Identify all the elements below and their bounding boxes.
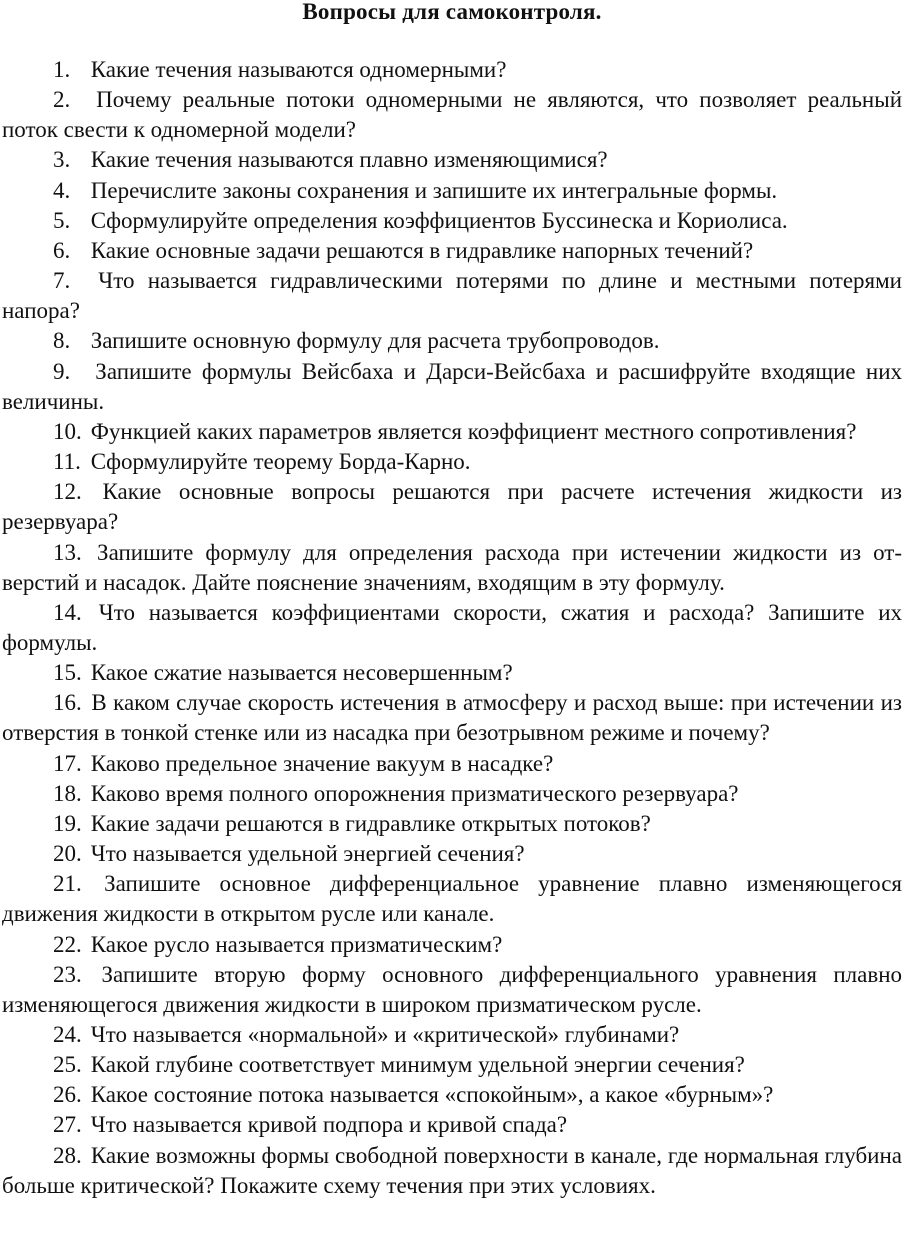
question-number: 25.	[53, 1052, 82, 1078]
question-text: Какие основные вопросы решаются при расчете истечения жидкости из резервуара?	[2, 479, 902, 535]
question-item	[2, 960, 902, 1020]
question-number: 28.	[53, 1142, 82, 1168]
question-item	[2, 477, 902, 537]
question-item	[2, 598, 902, 658]
question-text: Перечислите законы сохранения и запишите их интегральные формы.	[90, 177, 778, 203]
question-item	[2, 930, 902, 960]
question-item	[2, 447, 902, 477]
question-text: Какое сжатие называется несовершенным?	[90, 660, 513, 686]
question-number: 16.	[53, 690, 82, 716]
question-text: Сформулируйте теорему Борда-Карно.	[90, 449, 471, 475]
question-number: 3.	[53, 147, 71, 173]
question-item	[2, 55, 902, 85]
question-item	[2, 1080, 902, 1110]
question-number: 20.	[53, 841, 82, 867]
question-number: 5.	[53, 207, 71, 233]
question-item	[2, 417, 902, 447]
question-item	[2, 1110, 902, 1140]
question-text: Запишите основное дифференциальное уравнение плавно изменяющегося движения жидкости в открытом русле или канале.	[2, 871, 903, 927]
question-text: Запишите основную формулу для расчета трубопроводов.	[90, 328, 660, 354]
question-item	[2, 145, 902, 175]
question-number: 24.	[53, 1022, 82, 1047]
question-item	[2, 326, 902, 356]
question-item	[2, 779, 902, 809]
question-number: 8.	[53, 328, 71, 354]
question-text: Какое русло называется призматическим?	[90, 931, 503, 957]
question-list	[2, 55, 902, 1201]
question-item	[2, 206, 902, 236]
question-number: 17.	[53, 750, 82, 776]
question-item	[2, 266, 902, 326]
question-item	[2, 1020, 902, 1050]
question-item	[2, 1141, 902, 1201]
question-item	[2, 869, 902, 929]
question-number: 15.	[53, 660, 82, 686]
question-item	[2, 658, 902, 688]
question-text: Каково предельное значение вакуум в насадке?	[90, 750, 554, 776]
question-item	[2, 809, 902, 839]
question-text: Какие течения называются плавно изменяющимися?	[90, 147, 608, 173]
question-item	[2, 85, 902, 145]
question-text: Какие возможны формы свободной поверхности в канале, где нормальная глубина больше критической? Покажите схему течения при этих условиях.	[2, 1142, 903, 1198]
question-number: 12.	[53, 479, 82, 505]
question-number: 27.	[53, 1112, 82, 1138]
question-number: 13.	[53, 539, 82, 565]
question-text: Какое состояние потока называется «спокойным», а какое «бурным»?	[90, 1082, 774, 1108]
question-item	[2, 749, 902, 779]
question-text: Что называется коэффициентами скорости, сжатия и расхода? Запишите их формулы.	[2, 599, 903, 655]
question-number: 1.	[53, 57, 71, 82]
question-number: 26.	[53, 1082, 82, 1108]
question-text: Какой глубине соответствует минимум удельной энергии сечения?	[90, 1052, 745, 1078]
question-item	[2, 538, 902, 598]
question-number: 4.	[53, 177, 71, 203]
question-text: Какие основные задачи решаются в гидравлике напорных течений?	[90, 237, 754, 263]
question-number: 7.	[53, 268, 71, 294]
question-text: Запишите формулы Вейсбаха и Дарси-Вейсбаха и расшифруйте входящие них величины.	[2, 358, 903, 414]
question-text: Каково время полного опорожнения призматического резервуара?	[90, 780, 739, 806]
question-text: Функцией каких параметров является коэффициент местного сопротивления?	[90, 418, 857, 444]
question-item	[2, 236, 902, 266]
page-title: Вопросы для самоконтроля.	[302, 0, 602, 24]
question-number: 6.	[53, 237, 71, 263]
question-text: Что называется гидравлическими потерями по длине и местными потерями напора?	[2, 268, 902, 324]
question-number: 2.	[53, 87, 71, 113]
question-number: 11.	[53, 449, 81, 475]
question-item	[2, 357, 902, 417]
question-text: Сформулируйте определения коэффициентов Буссинеска и Кориолиса.	[90, 207, 788, 233]
question-number: 18.	[53, 780, 82, 806]
question-number: 9.	[53, 358, 71, 384]
question-text: Почему реальные потоки одномерными не являются, что позволяет реальный поток свести к одномерной модели?	[2, 87, 903, 143]
question-number: 14.	[53, 599, 82, 625]
question-text: Что называется кривой подпора и кривой спада?	[90, 1112, 568, 1138]
question-number: 21.	[53, 871, 82, 897]
question-text: Запишите вторую форму основного дифференциального уравнения плавно изменяющегося движения жидкости в широком призматическом русле.	[2, 961, 903, 1017]
question-item	[2, 1050, 902, 1080]
question-text: В каком случае скорость истечения в атмосферу и расход выше: при истечении из отверстия в тонкой стенке или из насадка при безотрывном режиме и почему?	[2, 690, 902, 746]
question-item	[2, 839, 902, 869]
question-item	[2, 176, 902, 206]
question-text: Что называется удельной энергией сечения?	[90, 841, 525, 867]
question-text: Что называется «нормальной» и «критической» глубинами?	[90, 1022, 680, 1047]
question-number: 19.	[53, 810, 82, 836]
question-number: 10.	[53, 418, 82, 444]
question-text: Какие задачи решаются в гидравлике открытых потоков?	[90, 810, 651, 836]
question-text: Запишите формулу для определения расхода при истечении жидкости из отверстий и насадок. Дайте пояснение значениям, входящим в эту формулу.	[2, 539, 902, 595]
question-item	[2, 688, 902, 748]
question-number: 22.	[53, 931, 82, 957]
question-text: Какие течения называются одномерными?	[90, 57, 507, 82]
question-number: 23.	[53, 961, 82, 987]
